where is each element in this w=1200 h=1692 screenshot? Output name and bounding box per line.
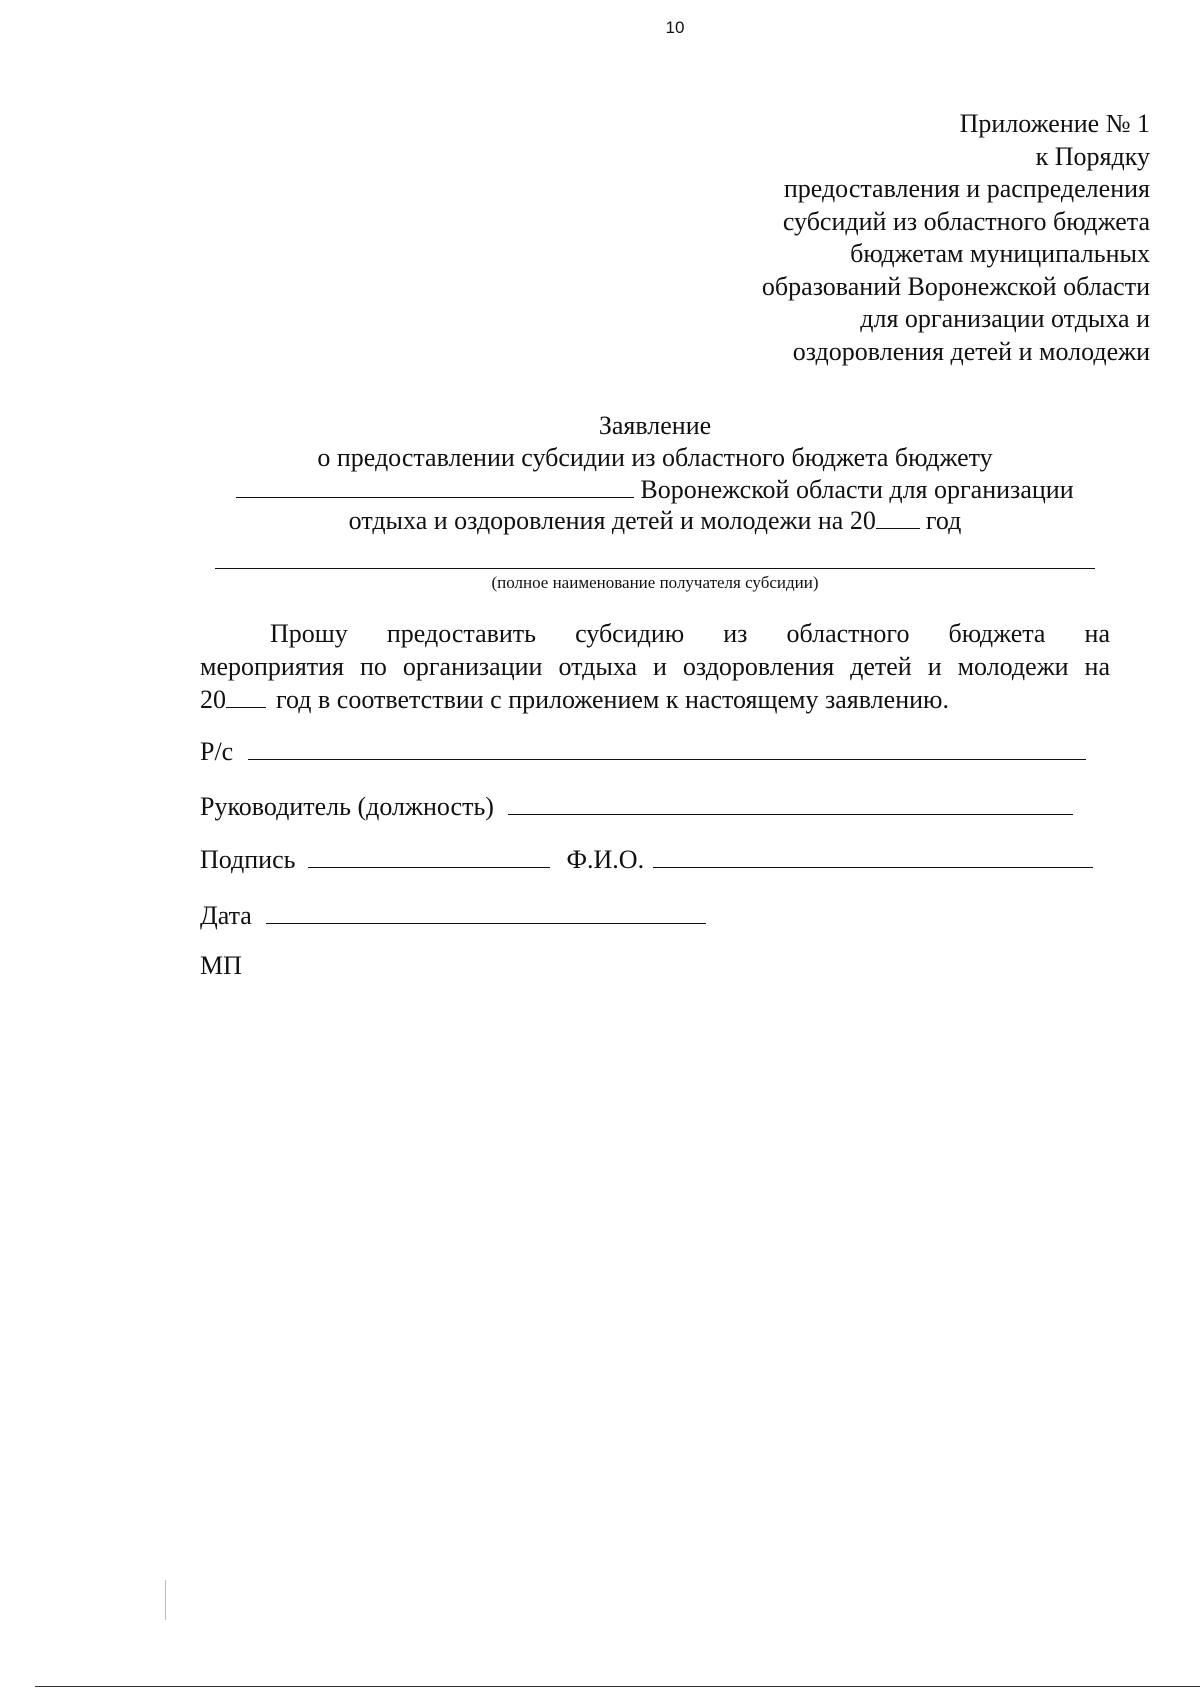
request-year-prefix: 20: [200, 685, 226, 714]
fio-label: Ф.И.О.: [566, 845, 645, 874]
page-number: 10: [665, 18, 685, 37]
fio-field[interactable]: [653, 843, 1093, 868]
recipient-caption: (полное наименование получателя субсидии): [491, 573, 819, 592]
signature-label: Подпись: [200, 845, 296, 874]
head-position-field[interactable]: [508, 790, 1073, 815]
page-bottom-rule: [35, 1686, 1200, 1687]
account-row: [200, 735, 1086, 768]
document-subtitle-line: о предоставлении субсидии из областного бюджета бюджету: [317, 443, 993, 472]
appendix-header: [550, 108, 1150, 368]
subtitle-year-word: год: [925, 506, 962, 535]
request-text-line: мероприятия по организации отдыха и оздоровления детей и молодежи на: [200, 652, 1110, 681]
account-field[interactable]: [248, 735, 1086, 760]
municipality-blank[interactable]: [236, 473, 634, 498]
signature-field[interactable]: [308, 843, 550, 868]
date-field[interactable]: [266, 899, 706, 924]
document-title: Заявление: [598, 411, 712, 440]
account-label: Р/с: [200, 737, 234, 766]
head-row: [200, 790, 1073, 823]
appendix-line: Приложение № 1: [959, 109, 1150, 138]
request-paragraph: [200, 617, 1110, 716]
appendix-line: образований Воронежской области: [761, 271, 1150, 301]
appendix-line: бюджетам муниципальных: [850, 239, 1150, 268]
request-text-line: [200, 683, 1110, 716]
subtitle-text: отдыха и оздоровления детей и молодежи на 20: [348, 506, 876, 535]
document-subtitle-line: [0, 504, 1200, 537]
signature-row: [200, 843, 1093, 876]
recipient-name-field[interactable]: [215, 568, 1095, 569]
date-label: Дата: [200, 901, 252, 930]
request-year-blank[interactable]: [226, 683, 266, 708]
seal-label: МП: [200, 951, 242, 980]
appendix-line: предоставления и распределения: [783, 174, 1150, 203]
head-label: Руководитель (должность): [200, 792, 494, 821]
request-text-line: Прошу предоставить субсидию из областного бюджета на: [270, 619, 1110, 648]
scan-artifact-line: [165, 1580, 166, 1620]
request-text-rest: год в соответствии с приложением к настоящему заявлению.: [276, 685, 949, 714]
year-blank[interactable]: [876, 504, 920, 529]
appendix-line: субсидий из областного бюджета: [782, 206, 1150, 236]
seal-row: [200, 950, 242, 982]
document-subtitle-line: [0, 473, 1200, 506]
date-row: [200, 899, 706, 932]
appendix-line: к Порядку: [1035, 141, 1150, 171]
appendix-line: для организации отдыха и: [860, 304, 1150, 333]
subtitle-text: Воронежской области для организации: [640, 475, 1074, 504]
appendix-line: оздоровления детей и молодежи: [792, 336, 1150, 366]
